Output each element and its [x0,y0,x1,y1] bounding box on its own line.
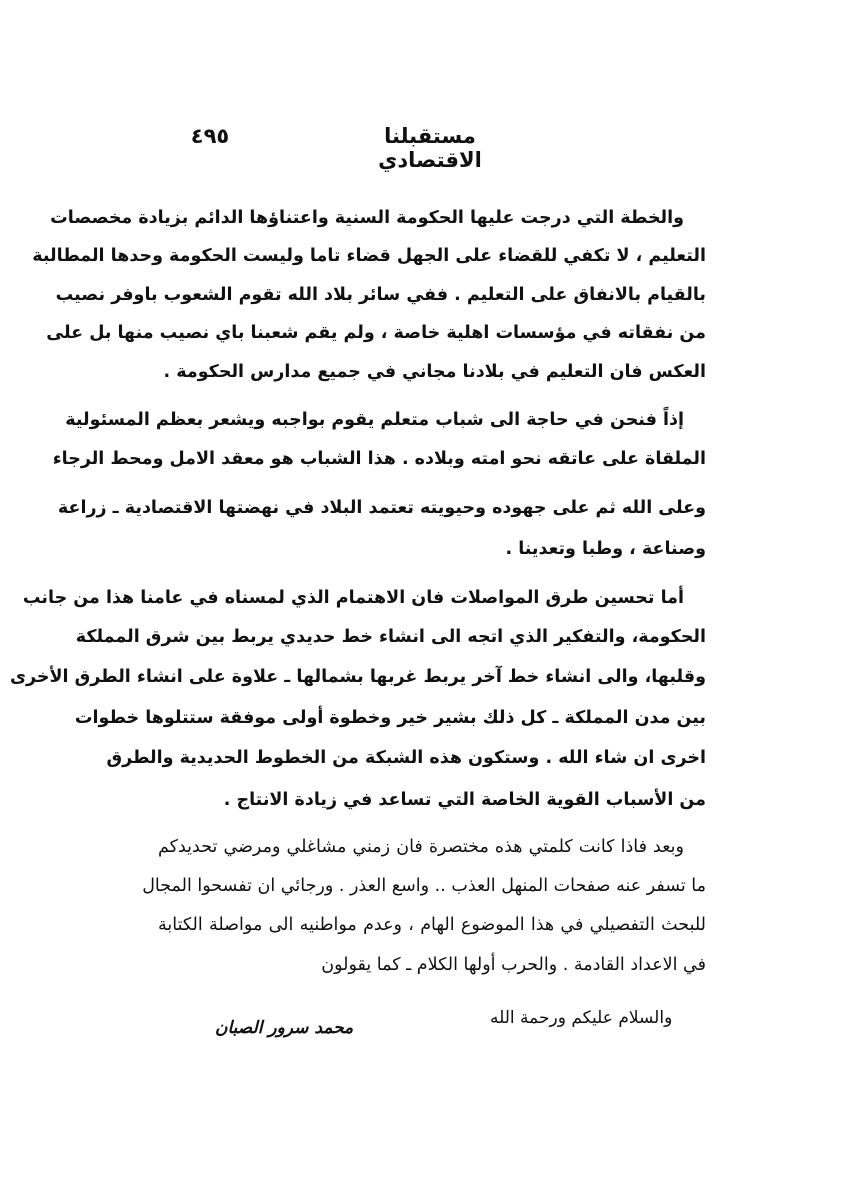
text-line: أما تحسين طرق المواصلات فان الاهتمام الذي لمسناه في عامنا هذا من جانب [22,588,684,608]
text-line: اخرى ان شاء الله . وستكون هذه الشبكة من الخطوط الحديدية والطرق [106,748,706,768]
text-line: وعلى الله ثم على جهوده وحيويته تعتمد البلاد في نهضتها الاقتصادية ـ زراعة [57,498,706,518]
running-title: مستقبلنا الاقتصادي [378,124,482,172]
text-line: وصناعة ، وطبا وتعدينا . [505,539,706,559]
text-line: من نفقاته في مؤسسات اهلية خاصة ، ولم يقم شعبنا باي نصيب منها بل على [46,323,706,343]
text-line: بالقيام بالانفاق على التعليم . ففي سائر بلاد الله تقوم الشعوب باوفر نصيب [55,285,706,305]
page-number: ٤٩٥ [190,124,230,148]
text-line: بين مدن المملكة ـ كل ذلك بشير خير وخطوة أولى موفقة ستتلوها خطوات [74,708,706,728]
closing-salutation: والسلام عليكم ورحمة الله [490,1008,673,1028]
text-line: ما تسفر عنه صفحات المنهل العذب .. واسع العذر . ورجائي ان تفسحوا المجال [142,876,706,896]
signature: محمد سرور الصبان [215,1018,354,1038]
text-line: الحكومة، والتفكير الذي اتجه الى انشاء خط حديدي يربط بين شرق المملكة [75,627,706,647]
text-line: من الأسباب القوية الخاصة التي تساعد في زيادة الانتاج . [223,790,706,810]
text-line: في الاعداد القادمة . والحرب أولها الكلام ـ كما يقولون [321,955,706,975]
text-line: وقلبها، والى انشاء خط آخر يربط غربها بشمالها ـ علاوة على انشاء الطرق الأخرى [9,667,706,687]
text-line: إذاً فنحن في حاجة الى شباب متعلم يقوم بواجبه ويشعر بعظم المسئولية [65,410,684,430]
text-line: والخطة التي درجت عليها الحكومة السنية واعتناؤها الدائم بزيادة مخصصات [50,208,684,228]
text-line: التعليم ، لا تكفي للقضاء على الجهل قضاء تاما وليست الحكومة وحدها المطالبة [32,246,706,266]
text-line: وبعد فاذا كانت كلمتي هذه مختصرة فان زمني مشاغلي ومرضي تحديدكم [158,837,684,857]
text-line: العكس فان التعليم في بلادنا مجاني في جميع مدارس الحكومة . [163,362,706,382]
text-line: الملقاة على عاتقه نحو امته وبلاده . هذا الشباب هو معقد الامل ومحط الرجاء [52,449,706,469]
text-line: للبحث التفصيلي في هذا الموضوع الهام ، وعدم مواطنيه الى مواصلة الكتابة [158,915,706,935]
